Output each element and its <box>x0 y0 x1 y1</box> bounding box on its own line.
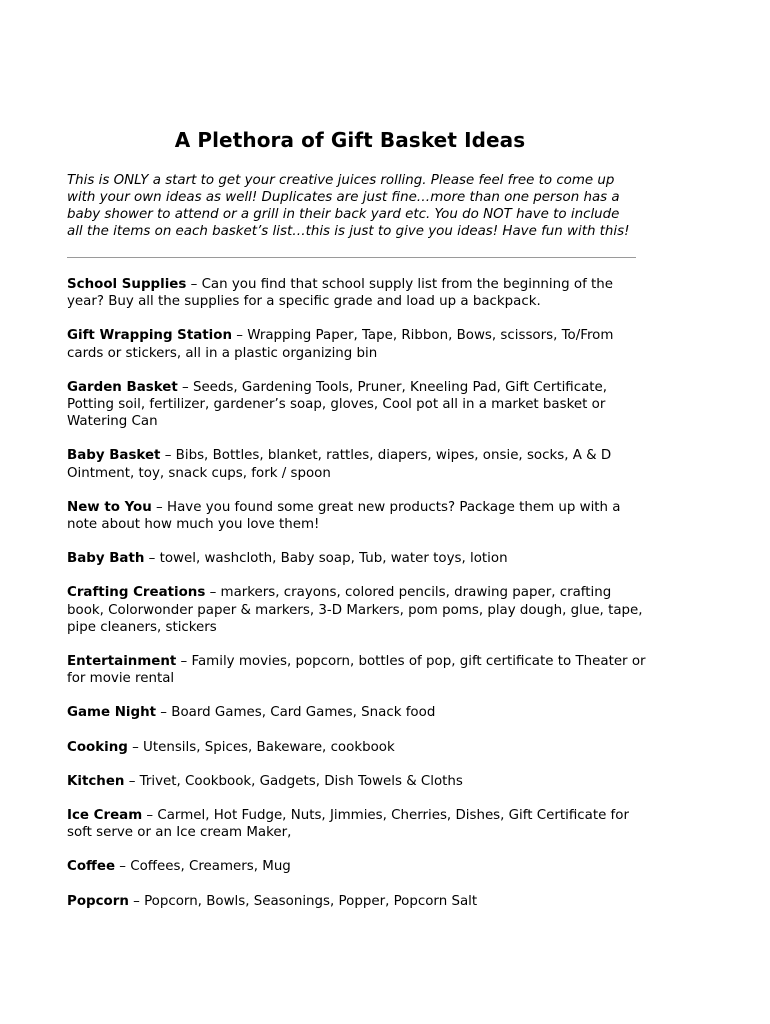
gift-idea-baby-bath <box>67 550 647 567</box>
idea-description: – Trivet, Cookbook, Gadgets, Dish Towels & Cloths <box>124 773 463 789</box>
gift-idea-new-to-you <box>67 499 647 533</box>
idea-name: Entertainment <box>67 654 177 670</box>
gift-idea-gift-wrapping-station <box>67 327 647 361</box>
idea-description: – Popcorn, Bowls, Seasonings, Popper, Popcorn Salt <box>128 893 478 909</box>
gift-idea-list <box>67 276 647 927</box>
idea-name: School Supplies <box>67 277 187 292</box>
idea-description: – Family movies, popcorn, bottles of pop, gift certificate to Theater or for movie rental <box>67 654 646 687</box>
idea-name: Baby Basket <box>67 448 161 464</box>
idea-name: Gift Wrapping Station <box>67 328 232 344</box>
idea-description: – markers, crayons, colored pencils, drawing paper, crafting book, Colorwonder paper & markers, 3-D Markers, pom poms, play dough, glue, tape, pipe cleaners, stickers <box>67 585 643 635</box>
intro-paragraph: This is ONLY a start to get your creative juices rolling. Please feel free to come up with your own ideas as well! Duplicates are just fine…more than one person has a baby shower to attend or a grill in their back yard etc. You do NOT have to include all the items on each basket’s list…this is just to give you ideas! Have fun with this! <box>67 173 630 239</box>
horizontal-divider <box>67 257 636 258</box>
gift-idea-entertainment <box>67 653 647 687</box>
idea-description: – Utensils, Spices, Bakeware, cookbook <box>127 739 395 755</box>
page-title: A Plethora of Gift Basket Ideas <box>174 128 526 152</box>
gift-idea-school-supplies <box>67 276 647 310</box>
gift-idea-coffee <box>67 858 647 875</box>
idea-name: Garden Basket <box>67 379 178 395</box>
idea-description: – Wrapping Paper, Tape, Ribbon, Bows, scissors, To/From cards or stickers, all in a plastic organizing bin <box>67 328 614 361</box>
idea-description: – Carmel, Hot Fudge, Nuts, Jimmies, Cherries, Dishes, Gift Certificate for soft serve or an Ice cream Maker, <box>67 808 629 841</box>
idea-name: Baby Bath <box>67 551 145 567</box>
gift-idea-baby-basket <box>67 447 647 481</box>
idea-name: Coffee <box>67 859 116 875</box>
idea-description: – Board Games, Card Games, Snack food <box>156 705 436 721</box>
idea-description: – Coffees, Creamers, Mug <box>115 859 291 875</box>
idea-name: Crafting Creations <box>67 585 206 601</box>
gift-idea-garden-basket <box>67 379 647 431</box>
idea-description: – Seeds, Gardening Tools, Pruner, Kneeling Pad, Gift Certificate, Potting soil, fertilizer, gardener’s soap, gloves, Cool pot all in a market basket or Watering Can <box>67 379 608 430</box>
idea-description: – Can you find that school supply list from the beginning of the year? Buy all the supplies for a specific grade and load up a backpack. <box>67 277 614 310</box>
gift-idea-crafting-creations <box>67 584 647 636</box>
idea-name: Kitchen <box>67 773 125 789</box>
idea-name: New to You <box>67 499 152 515</box>
gift-idea-kitchen <box>67 773 647 790</box>
idea-name: Ice Cream <box>67 808 143 824</box>
idea-name: Game Night <box>67 705 157 721</box>
idea-description: – towel, washcloth, Baby soap, Tub, water toys, lotion <box>144 551 508 567</box>
idea-description: – Bibs, Bottles, blanket, rattles, diapers, wipes, onsie, socks, A & D Ointment, toy, snack cups, fork / spoon <box>67 448 612 481</box>
idea-name: Popcorn <box>67 893 129 909</box>
gift-idea-cooking <box>67 739 647 756</box>
idea-description: – Have you found some great new products? Package them up with a note about how much you love them! <box>67 499 621 533</box>
gift-idea-game-night <box>67 704 647 721</box>
idea-name: Cooking <box>67 739 128 755</box>
gift-idea-popcorn <box>67 893 647 910</box>
gift-idea-ice-cream <box>67 807 647 841</box>
